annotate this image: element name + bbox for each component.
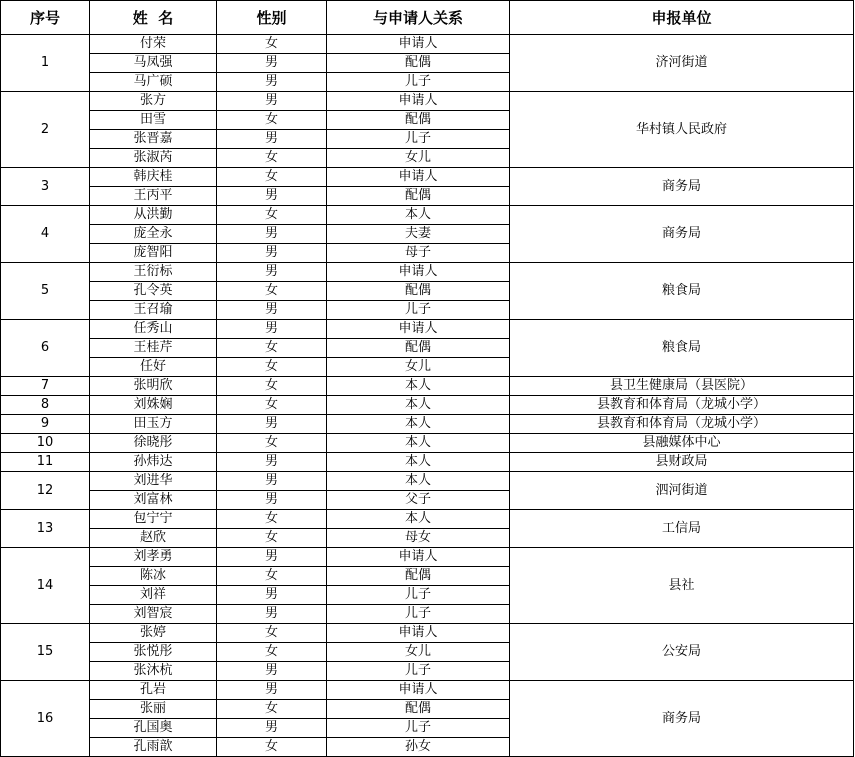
gender-cell: 男 [217,548,327,567]
gender-cell: 女 [217,643,327,662]
name-cell: 张婷 [90,624,217,643]
name-cell: 刘姝娴 [90,396,217,415]
name-cell: 陈冰 [90,567,217,586]
relationship-cell: 申请人 [327,548,510,567]
gender-cell: 女 [217,358,327,377]
relationship-cell: 父子 [327,491,510,510]
name-cell: 孔雨歆 [90,738,217,757]
relationship-cell: 儿子 [327,586,510,605]
gender-cell: 男 [217,586,327,605]
gender-cell: 女 [217,510,327,529]
gender-cell: 女 [217,700,327,719]
gender-cell: 女 [217,434,327,453]
table-row [1,263,854,282]
unit-cell: 县教育和体育局（龙城小学） [510,415,854,434]
name-cell: 刘孝勇 [90,548,217,567]
relationship-cell: 母子 [327,244,510,263]
gender-cell: 男 [217,320,327,339]
relationship-cell: 母女 [327,529,510,548]
table-row [1,320,854,339]
gender-cell: 女 [217,529,327,548]
serial-number-cell: 2 [1,92,90,168]
relationship-cell: 配偶 [327,567,510,586]
unit-cell: 商务局 [510,168,854,206]
relationship-cell: 配偶 [327,282,510,301]
gender-cell: 女 [217,339,327,358]
header-relationship: 与申请人关系 [327,1,510,35]
serial-number-cell: 9 [1,415,90,434]
gender-cell: 男 [217,187,327,206]
name-cell: 张沐杭 [90,662,217,681]
unit-cell: 粮食局 [510,320,854,377]
relationship-cell: 配偶 [327,339,510,358]
relationship-cell: 本人 [327,396,510,415]
name-cell: 张方 [90,92,217,111]
gender-cell: 女 [217,738,327,757]
unit-cell: 商务局 [510,206,854,263]
relationship-cell: 配偶 [327,54,510,73]
unit-cell: 县教育和体育局（龙城小学） [510,396,854,415]
name-cell: 张晋嘉 [90,130,217,149]
gender-cell: 男 [217,244,327,263]
name-cell: 张淑芮 [90,149,217,168]
serial-number-cell: 13 [1,510,90,548]
relationship-cell: 孙女 [327,738,510,757]
relationship-cell: 本人 [327,472,510,491]
unit-cell: 济河街道 [510,35,854,92]
relationship-cell: 配偶 [327,111,510,130]
name-cell: 刘富林 [90,491,217,510]
gender-cell: 女 [217,567,327,586]
name-cell: 庞智阳 [90,244,217,263]
name-cell: 庞全永 [90,225,217,244]
gender-cell: 男 [217,662,327,681]
table-row [1,415,854,434]
relationship-cell: 儿子 [327,719,510,738]
gender-cell: 女 [217,396,327,415]
header-serial-number: 序号 [1,1,90,35]
name-cell: 赵欣 [90,529,217,548]
serial-number-cell: 5 [1,263,90,320]
relationship-cell: 儿子 [327,301,510,320]
relationship-cell: 本人 [327,510,510,529]
name-cell: 孙炜达 [90,453,217,472]
unit-cell: 泗河街道 [510,472,854,510]
serial-number-cell: 1 [1,35,90,92]
relationship-cell: 本人 [327,206,510,225]
serial-number-cell: 7 [1,377,90,396]
name-cell: 韩庆桂 [90,168,217,187]
relationship-cell: 儿子 [327,605,510,624]
header-row [1,1,854,35]
relationship-cell: 申请人 [327,168,510,187]
relationship-cell: 儿子 [327,130,510,149]
relationship-cell: 儿子 [327,73,510,92]
gender-cell: 男 [217,453,327,472]
gender-cell: 女 [217,168,327,187]
gender-cell: 男 [217,130,327,149]
gender-cell: 女 [217,35,327,54]
gender-cell: 男 [217,719,327,738]
gender-cell: 男 [217,415,327,434]
relationship-cell: 申请人 [327,320,510,339]
unit-cell: 县融媒体中心 [510,434,854,453]
relationship-cell: 女儿 [327,149,510,168]
name-cell: 王衍标 [90,263,217,282]
unit-cell: 县社 [510,548,854,624]
serial-number-cell: 15 [1,624,90,681]
name-cell: 马凤强 [90,54,217,73]
table-row [1,396,854,415]
name-cell: 刘祥 [90,586,217,605]
relationship-cell: 申请人 [327,624,510,643]
name-cell: 马广硕 [90,73,217,92]
relationship-cell: 配偶 [327,187,510,206]
header-gender: 性别 [217,1,327,35]
gender-cell: 男 [217,263,327,282]
relationship-cell: 本人 [327,377,510,396]
relationship-cell: 本人 [327,434,510,453]
name-cell: 张明欣 [90,377,217,396]
gender-cell: 女 [217,282,327,301]
name-cell: 孔岩 [90,681,217,700]
serial-number-cell: 14 [1,548,90,624]
relationship-cell: 申请人 [327,35,510,54]
gender-cell: 男 [217,301,327,320]
name-cell: 孔令英 [90,282,217,301]
table-row [1,92,854,111]
unit-cell: 县财政局 [510,453,854,472]
name-cell: 徐晓彤 [90,434,217,453]
relationship-cell: 申请人 [327,263,510,282]
name-cell: 刘智宸 [90,605,217,624]
gender-cell: 男 [217,491,327,510]
relationship-cell: 申请人 [327,92,510,111]
table-row [1,624,854,643]
name-cell: 张悦彤 [90,643,217,662]
name-cell: 田雪 [90,111,217,130]
gender-cell: 女 [217,377,327,396]
serial-number-cell: 3 [1,168,90,206]
table-row [1,472,854,491]
name-cell: 孔国奥 [90,719,217,738]
name-cell: 王丙平 [90,187,217,206]
relationship-cell: 女儿 [327,643,510,662]
table-row [1,453,854,472]
name-cell: 刘进华 [90,472,217,491]
table-row [1,681,854,700]
relationship-cell: 配偶 [327,700,510,719]
gender-cell: 男 [217,472,327,491]
gender-cell: 男 [217,605,327,624]
serial-number-cell: 11 [1,453,90,472]
unit-cell: 公安局 [510,624,854,681]
header-name: 姓 名 [90,1,217,35]
table-row [1,168,854,187]
gender-cell: 男 [217,681,327,700]
table-row [1,206,854,225]
relationship-cell: 本人 [327,453,510,472]
table-row [1,548,854,567]
unit-cell: 粮食局 [510,263,854,320]
serial-number-cell: 8 [1,396,90,415]
relationship-cell: 申请人 [327,681,510,700]
name-cell: 王桂芹 [90,339,217,358]
relationship-cell: 儿子 [327,662,510,681]
name-cell: 任秀山 [90,320,217,339]
gender-cell: 女 [217,149,327,168]
name-cell: 张丽 [90,700,217,719]
gender-cell: 女 [217,206,327,225]
name-cell: 从洪勤 [90,206,217,225]
header-unit: 申报单位 [510,1,854,35]
gender-cell: 女 [217,624,327,643]
unit-cell: 商务局 [510,681,854,757]
name-cell: 王召瑜 [90,301,217,320]
gender-cell: 女 [217,111,327,130]
serial-number-cell: 16 [1,681,90,757]
unit-cell: 县卫生健康局（县医院） [510,377,854,396]
table-row [1,510,854,529]
unit-cell: 华村镇人民政府 [510,92,854,168]
relationship-cell: 夫妻 [327,225,510,244]
gender-cell: 男 [217,73,327,92]
relationship-cell: 女儿 [327,358,510,377]
name-cell: 任好 [90,358,217,377]
table-row [1,35,854,54]
gender-cell: 男 [217,225,327,244]
name-cell: 田玉方 [90,415,217,434]
table-body [1,35,854,757]
serial-number-cell: 12 [1,472,90,510]
unit-cell: 工信局 [510,510,854,548]
name-cell: 付荣 [90,35,217,54]
relationship-cell: 本人 [327,415,510,434]
name-cell: 包宁宁 [90,510,217,529]
serial-number-cell: 4 [1,206,90,263]
serial-number-cell: 6 [1,320,90,377]
gender-cell: 男 [217,54,327,73]
gender-cell: 男 [217,92,327,111]
serial-number-cell: 10 [1,434,90,453]
table-row [1,434,854,453]
table-row [1,377,854,396]
